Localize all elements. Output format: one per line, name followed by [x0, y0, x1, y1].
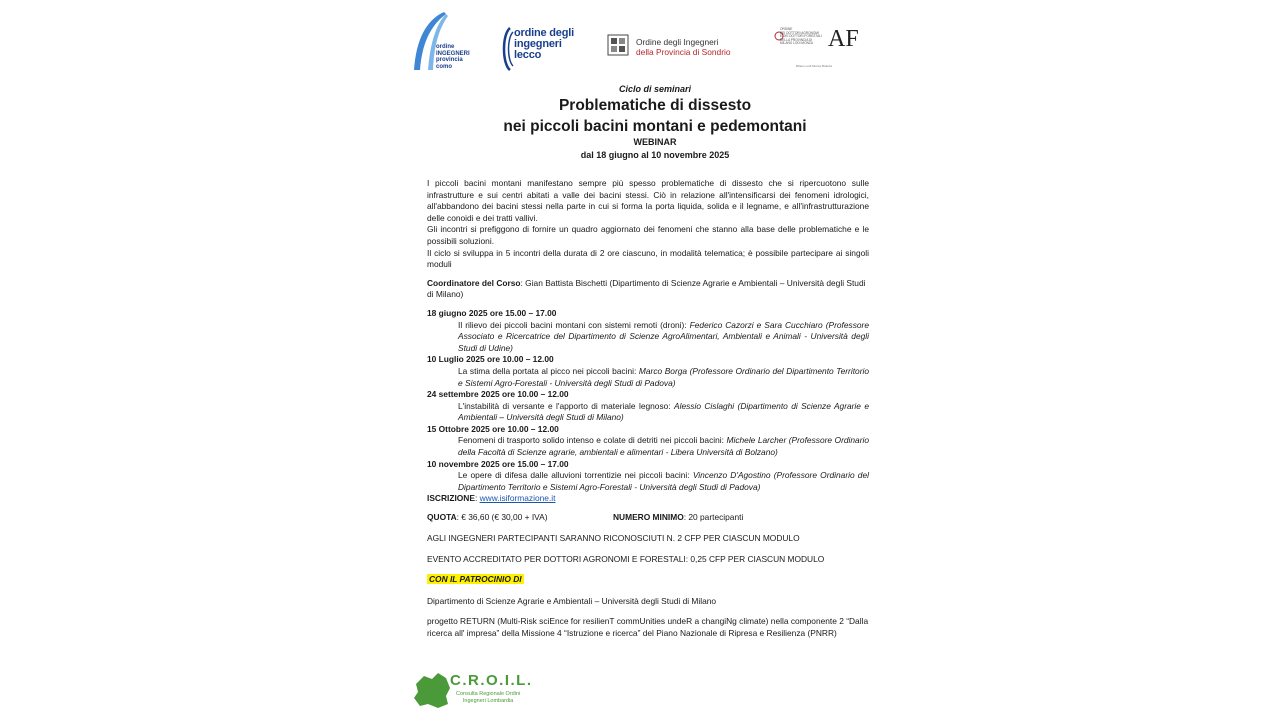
session-date: 18 giugno 2025 ore 15.00 – 17.00 [427, 307, 557, 318]
logo-bar [400, 8, 880, 76]
patron-department: Dipartimento di Scienze Agrarie e Ambientali – Università degli Studi di Milano [427, 595, 717, 606]
croil-title: C.R.O.I.L. [450, 672, 533, 689]
coordinator-text: : Gian Battista Bischetti (Dipartimento di Scienze Agrarie e Ambientali – Università degli Studi di Milano) [427, 277, 866, 300]
session-date: 24 settembre 2025 ore 10.00 – 12.00 [427, 389, 569, 400]
session-description [427, 366, 869, 389]
croil-logo [410, 670, 570, 714]
registration-label: ISCRIZIONE [427, 493, 475, 504]
session-date: 10 novembre 2025 ore 15.00 – 17.00 [427, 458, 569, 469]
sondrio-line-2: della Provincia di Sondrio [636, 47, 731, 57]
session [427, 308, 869, 354]
session-topic: L'instabilità di versante e l'apporto di materiale legnoso: [458, 400, 674, 411]
series-label: Ciclo di seminari [618, 84, 692, 94]
patronage-heading [427, 574, 869, 586]
patronage-label: CON IL PATROCINIO DI [429, 574, 522, 585]
session-description [427, 435, 869, 458]
af-caption: Milano Lodi Monza Brianza [795, 64, 833, 68]
registration [427, 493, 869, 505]
sondrio-line-1: Ordine degli Ingegneri [636, 37, 719, 47]
lecco-logo-text: ordine degli ingegneri lecco [514, 27, 574, 61]
ordine-ingegneri-como-logo [406, 10, 470, 72]
session [427, 389, 869, 424]
date-range: dal 18 giugno al 10 novembre 2025 [580, 150, 730, 160]
session-speaker: Marco Borga (Professore Ordinario del Dipartimento Territorio e Sistemi Agro-Forestali - Università degli Studi di Padova) [458, 365, 869, 388]
session-description [427, 401, 869, 424]
session-speaker: Michele Larcher (Professore Ordinario della Facoltà di Scienze agrarie, ambientali e alimentari - Libera Università di Bolzano) [458, 435, 869, 458]
session-description [427, 320, 869, 355]
como-logo-text: ordine INGEGNERI provincia como [436, 44, 470, 70]
session [427, 459, 869, 494]
seminar-flyer [400, 0, 880, 720]
schedule [427, 308, 869, 494]
title-block [400, 84, 910, 162]
session-speaker: Federico Cazorzi e Sara Cucchiaro (Professore Associato e Ricercatrice del Dipartimento di Scienze AgroAlimentari, Ambientali e Animali - Università degli Studi di Udine) [458, 319, 869, 353]
coordinator-label: Coordinatore del Corso [427, 277, 521, 288]
minimum-label: NUMERO MINIMO [613, 512, 684, 523]
session-speaker: Alessio Cislaghi (Dipartimento di Scienze Agrarie e Ambientali – Università degli Studi di Milano) [458, 400, 869, 423]
intro-paragraph: I piccoli bacini montani manifestano sempre più spesso problematiche di dissesto che si ripercuotono sulle infrastrutture e sui centri abitati a valle dei bacini stessi. Ciò in relazione all'intensificarsi dei fenomeni idrologici, all'abbandono dei bacini stessi nella parte in cui si forma la porta liquida, solida e il legname, e all'infrastrutturazione delle conoidi e dei tratti vallivi. Gli incontri si prefiggono di fornire un quadro aggiornato dei fenomeni che stanno alla base delle problematiche e le possibili soluzioni. Il ciclo si sviluppa in 5 incontri della durata di 2 ore ciascuno, in modalità telematica; è possibile partecipare ai singoli moduli [427, 178, 869, 270]
registration-sep: : [474, 493, 480, 504]
minimum-participants [613, 512, 743, 524]
registration-link[interactable]: www.isiformazione.it [479, 493, 556, 504]
session-date: 15 Ottobre 2025 ore 10.00 – 12.00 [427, 423, 559, 434]
title-line-2: nei piccoli bacini montani e pedemontani [503, 118, 807, 135]
ordine-ingegneri-lecco-logo [500, 26, 580, 72]
session-date: 10 Luglio 2025 ore 10.00 – 12.00 [427, 354, 554, 365]
session [427, 354, 869, 389]
flyer-body [427, 178, 869, 640]
session-topic: Fenomeni di trasporto solido intenso e colate di detriti nei piccoli bacini: [458, 435, 727, 446]
croil-subtitle: Consulta Regionale Ordini Ingegneri Lombardia [456, 691, 521, 704]
session-speaker: Vincenzo D'Agostino (Professore Ordinario del Dipartimento Territorio e Sistemi Agro-Forestali - Università degli Studi di Padova) [458, 470, 869, 492]
project-note: progetto RETURN (Multi-Risk sciEnce for resilienT commUnities undeR a changiNg climate) nella componente 2 “Dalla ricerca all' impresa” della Missione 4 “Istruzione e ricerca” del Piano Nazionale di Ripresa e Resilienza (PNRR) [427, 616, 869, 638]
af-logo-text: ORDINE DEI DOTTORI AGRONOMI E DEI DOTTORI FORESTALI DELLA PROVINCIA DI MILANO LODI MONZA [780, 27, 822, 46]
cfp-ingegneri: AGLI INGEGNERI PARTECIPANTI SARANNO RICONOSCIUTI N. 2 CFP PER CIASCUN MODULO [427, 533, 800, 544]
session-topic: Le opere di difesa dalle alluvioni torrentizie nei piccoli bacini: [458, 470, 693, 481]
session-description [427, 470, 869, 493]
minimum-value: : 20 partecipanti [683, 512, 744, 523]
cfp-agronomi: EVENTO ACCREDITATO PER DOTTORI AGRONOMI E FORESTALI: 0,25 CFP PER CIASCUN MODULO [427, 553, 825, 564]
lecco-mark-icon [500, 26, 514, 72]
title-line-1: Problematiche di dissesto [558, 97, 752, 114]
fee-label: QUOTA [427, 512, 457, 523]
coordinator [427, 278, 869, 301]
fee-value: : € 36,60 (€ 30,00 + IVA) [456, 512, 548, 523]
lombardia-map-icon [410, 670, 454, 710]
af-mark: AF [828, 26, 859, 52]
ordine-ingegneri-sondrio-logo [606, 32, 736, 62]
sondrio-crest-icon [606, 32, 630, 58]
session-topic: La stima della portata al picco nei piccoli bacini: [458, 365, 639, 376]
webinar-label: WEBINAR [633, 137, 677, 147]
session [427, 424, 869, 459]
ordine-agronomi-af-logo [774, 26, 858, 72]
fee [427, 512, 548, 522]
session-topic: Il rilievo dei piccoli bacini montani con sistemi remoti (droni): [458, 319, 690, 330]
fee-row [427, 512, 869, 524]
sondrio-logo-text [636, 37, 731, 57]
